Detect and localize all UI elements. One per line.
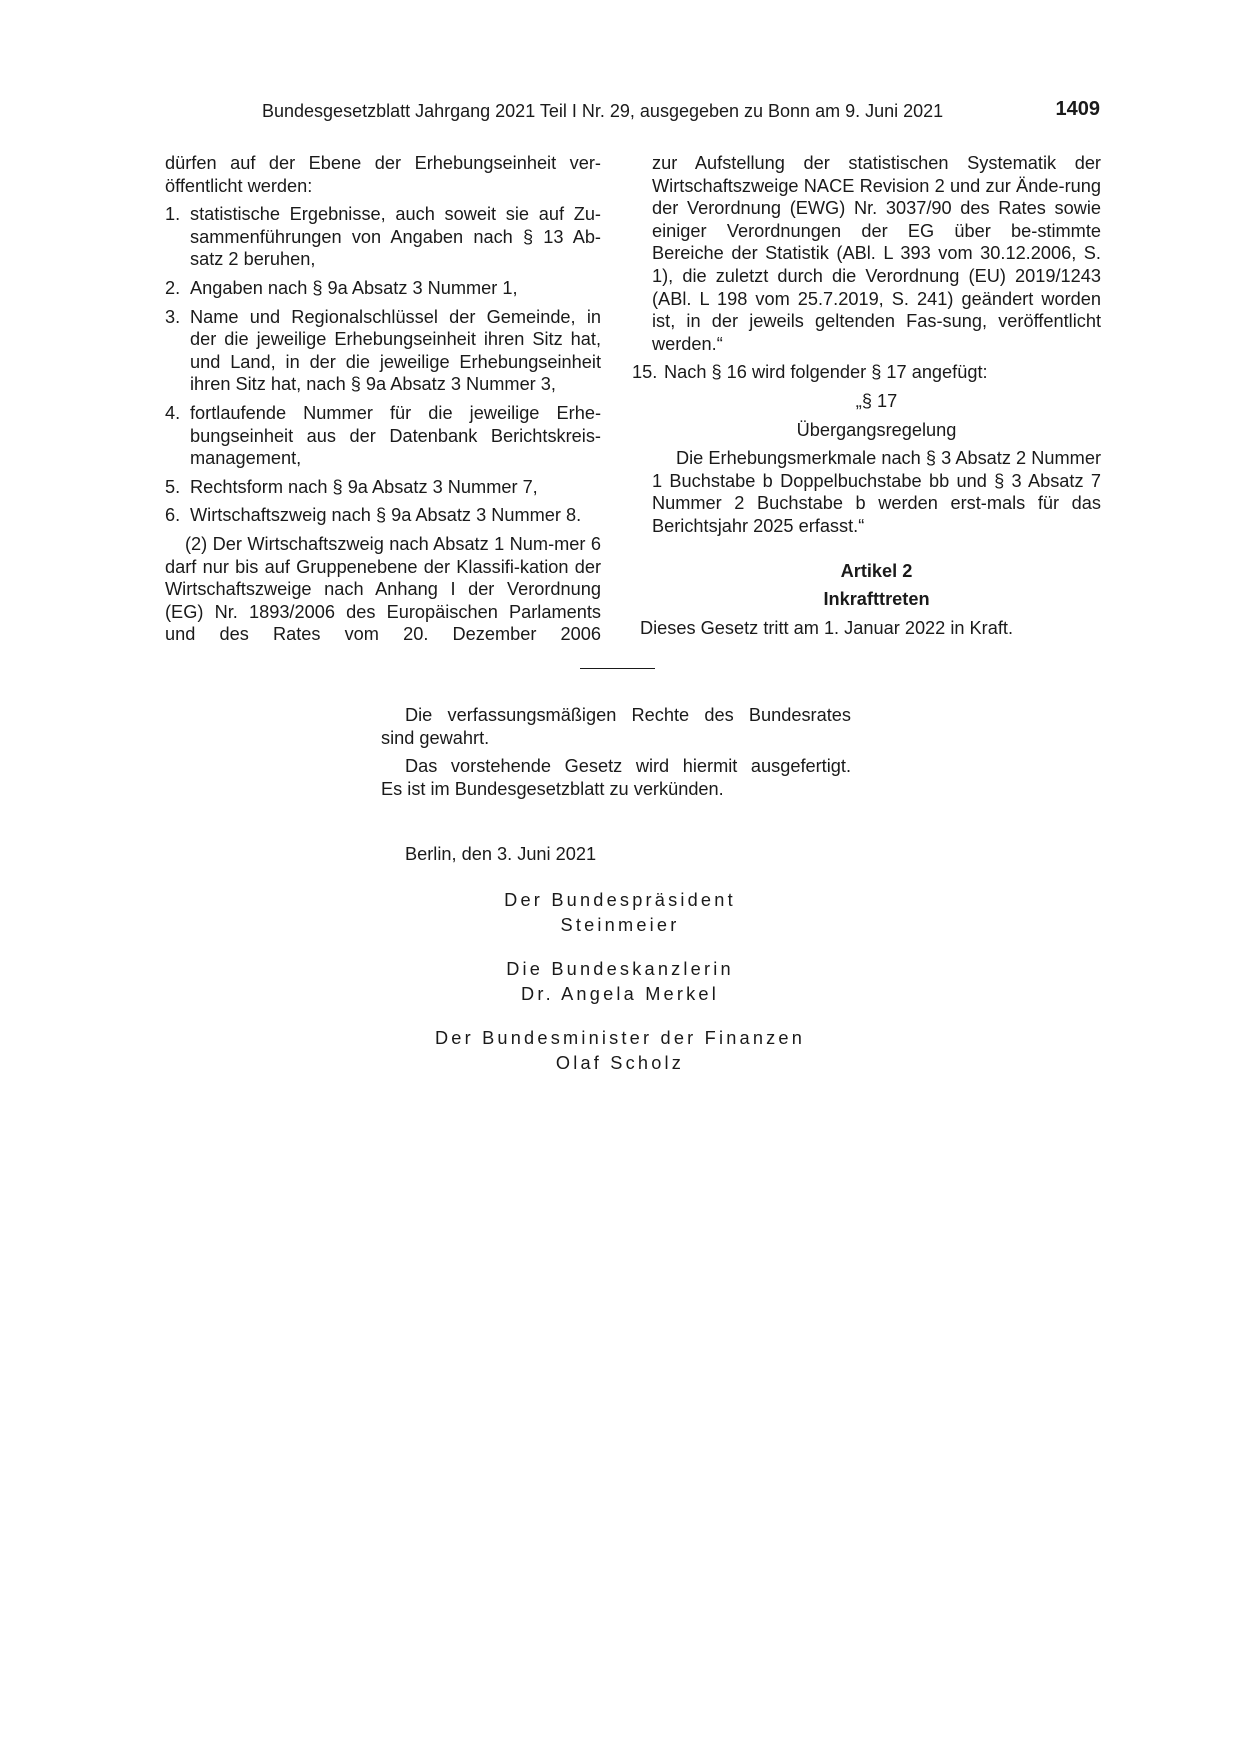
intro-line-1: dürfen auf der Ebene der Erhebungseinheit ver- <box>165 153 601 173</box>
intro-line-2: öffentlicht werden: <box>165 175 313 196</box>
amendment-number: 15. <box>632 362 658 383</box>
section-heading: „§ 17 <box>855 390 898 411</box>
running-header <box>165 100 1100 126</box>
continuation-paragraph: zur Aufstellung der statistischen Systematik der Wirtschaftszweige NACE Revision 2 und zur Ände-rung der Verordnung (EWG) Nr. 3037/90 des Rates sowie einiger Verordnungen der EG über be-stimmte Bereiche der Statistik (ABl. L 393 vom 30.12.2006, S. 1), die zuletzt durch die Verordnung (EU) 2019/1243 (ABl. L 198 vom 25.7.2019, S. 241) geändert worden ist, in der jeweils geltenden Fas-sung, veröffentlicht werden.“ <box>652 153 1101 354</box>
list-item-number: 3. <box>165 306 181 327</box>
right-column <box>632 152 1101 639</box>
page-number: 1409 <box>1055 98 1100 120</box>
list-item-number: 6. <box>165 505 181 526</box>
section-body: Die Erhebungsmerkmale nach § 3 Absatz 2 Nummer 1 Buchstabe b Doppelbuchstabe bb und § 3 Absatz 7 Nummer 2 Buchstabe b werden erst-mals für das Berichtsjahr 2025 erfasst.“ <box>652 448 1101 536</box>
article-title: Inkrafttreten <box>823 589 930 610</box>
amendment-text: Nach § 16 wird folgender § 17 angefügt: <box>664 362 988 383</box>
running-title: Bundesgesetzblatt Jahrgang 2021 Teil I Nr. 29, ausgegeben zu Bonn am 9. Juni 2021 <box>262 101 944 121</box>
signatory-role-chancellor: Die Bundeskanzlerin <box>506 959 734 979</box>
list-item-number: 1. <box>165 204 181 225</box>
list-item-6 <box>165 504 601 527</box>
amendment-item-15 <box>632 361 1101 384</box>
list-item-number: 2. <box>165 277 181 298</box>
closing-formula <box>381 704 851 800</box>
list-item-number: 4. <box>165 402 181 423</box>
list-item-1 <box>165 203 601 271</box>
list-item-text: Angaben nach § 9a Absatz 3 Nummer 1, <box>190 277 518 298</box>
signatory-name-chancellor: Dr. Angela Merkel <box>521 984 719 1004</box>
list-item-number: 5. <box>165 476 181 497</box>
list-item-text: Rechtsform nach § 9a Absatz 3 Nummer 7, <box>190 476 538 497</box>
left-column <box>165 152 601 646</box>
section-divider <box>580 668 655 669</box>
list-item-4 <box>165 402 601 470</box>
signatory-name-finance-minister: Olaf Scholz <box>555 1053 685 1073</box>
list-item-text: fortlaufende Nummer für die jeweilige Erhe-bungseinheit aus der Datenbank Berichtskreis-management, <box>190 402 601 469</box>
enact-line-2: Es ist im Bundesgesetzblatt zu verkünden. <box>381 778 724 799</box>
section-title: Übergangsregelung <box>796 419 957 440</box>
list-item-text: Wirtschaftszweig nach § 9a Absatz 3 Nummer 8. <box>190 505 582 526</box>
list-item-text: statistische Ergebnisse, auch soweit sie auf Zu-sammenführungen von Angaben nach § 13 Ab-satz 2 beruhen, <box>190 204 601 270</box>
rights-line-2: sind gewahrt. <box>381 727 490 748</box>
list-item-5 <box>165 476 601 499</box>
signatory-role-president: Der Bundespräsident <box>504 890 736 910</box>
place-date: Berlin, den 3. Juni 2021 <box>405 844 597 864</box>
rights-line-1: Die verfassungsmäßigen Rechte des Bundesrates <box>405 705 851 725</box>
signatory-name-president: Steinmeier <box>560 915 680 935</box>
signatory-role-finance-minister: Der Bundesminister der Finanzen <box>434 1028 806 1048</box>
article-heading: Artikel 2 <box>840 560 913 581</box>
enact-line-1: Das vorstehende Gesetz wird hiermit ausgefertigt. <box>405 756 851 777</box>
paragraph-2: (2) Der Wirtschaftszweig nach Absatz 1 Num-mer 6 darf nur bis auf Gruppenebene der Klassifi-kation der Wirtschaftszweige nach Anhang I der Verordnung (EG) Nr. 1893/2006 des Europäischen Parlaments und des Rates vom 20. Dezember 2006 <box>165 533 601 645</box>
list-item-text: Name und Regionalschlüssel der Gemeinde, in der die jeweilige Erhebungseinheit ihren Sitz hat, und Land, in der die jeweilige Erhebungseinheit ihren Sitz hat, nach § 9a Absatz 3 Nummer 3, <box>190 306 601 395</box>
list-item-3 <box>165 306 601 396</box>
list-item-2 <box>165 277 601 300</box>
article-body: Dieses Gesetz tritt am 1. Januar 2022 in Kraft. <box>640 617 1014 638</box>
